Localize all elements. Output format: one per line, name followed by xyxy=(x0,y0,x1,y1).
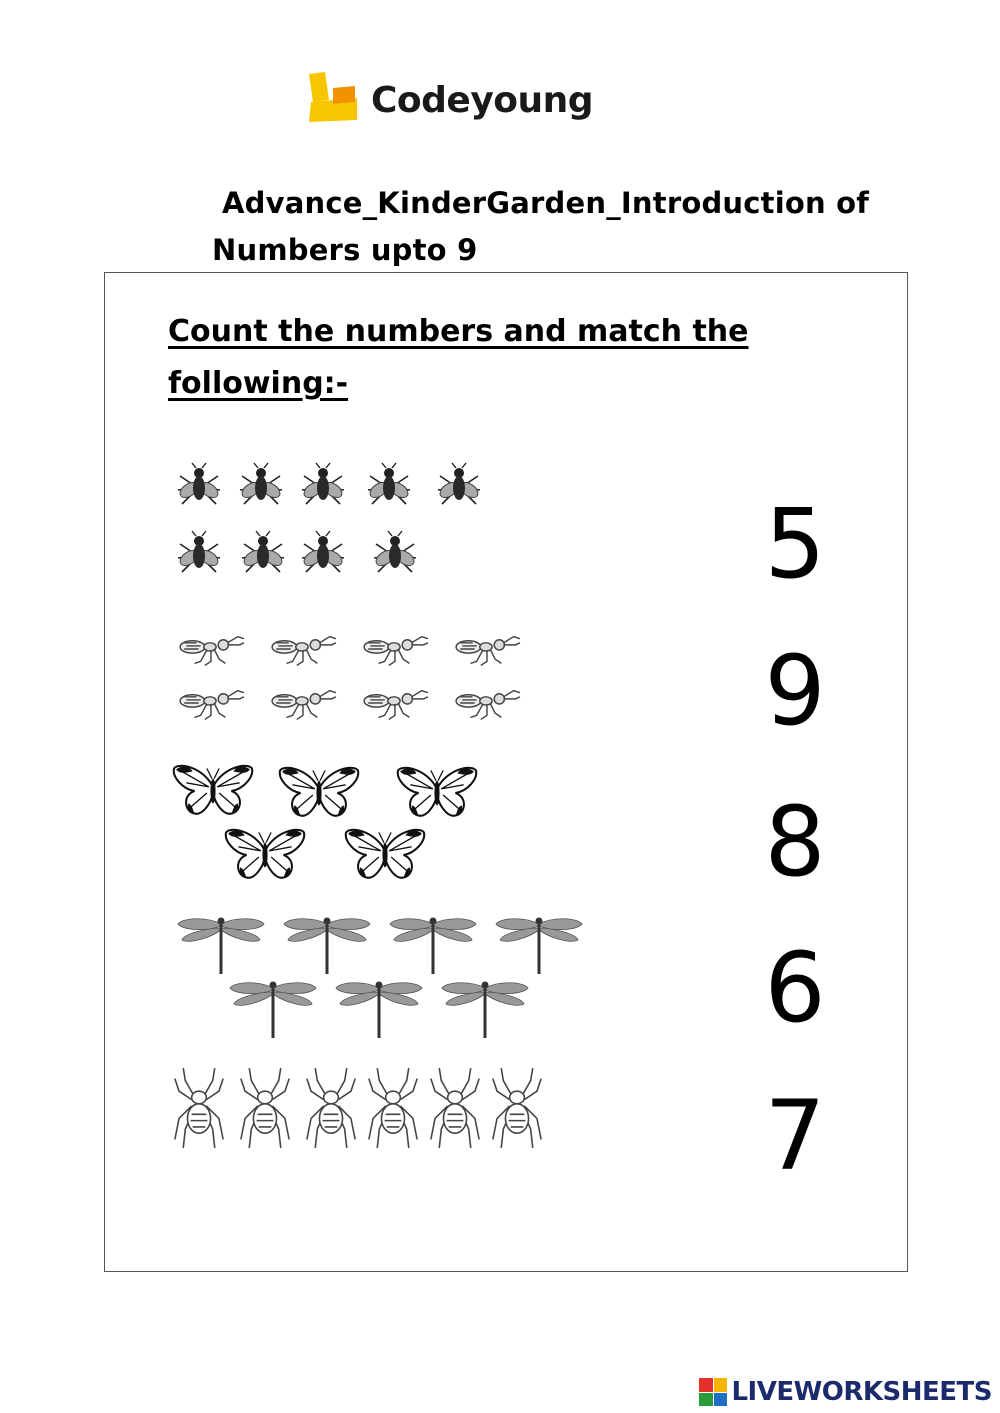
spider-icon xyxy=(490,1066,544,1150)
fly-icon xyxy=(174,460,224,510)
number-option[interactable]: 6 xyxy=(764,932,826,1044)
dragonfly-icon xyxy=(174,914,268,974)
codeyoung-logo xyxy=(305,72,645,132)
butterfly-icon xyxy=(396,764,478,822)
dragonfly-icon xyxy=(492,914,586,974)
ant-icon xyxy=(268,684,340,722)
spider-icon xyxy=(304,1066,358,1150)
ant-icon xyxy=(452,630,524,668)
fly-icon xyxy=(174,528,224,578)
worksheet-title-line-1: Advance_KinderGarden_Introduction of xyxy=(222,186,870,220)
fly-icon xyxy=(298,460,348,510)
number-option[interactable]: 9 xyxy=(764,635,826,747)
worksheet-title-line-2: Numbers upto 9 xyxy=(212,233,478,267)
instruction-line-2: following:- xyxy=(168,366,349,401)
butterfly-icon xyxy=(344,826,426,884)
liveworksheets-logo-icon xyxy=(699,1378,727,1406)
spider-icon xyxy=(172,1066,226,1150)
number-option[interactable]: 8 xyxy=(764,786,826,898)
number-option[interactable]: 5 xyxy=(764,488,826,600)
fly-icon xyxy=(238,528,288,578)
butterfly-icon xyxy=(278,764,360,822)
spider-icon xyxy=(428,1066,482,1150)
dragonfly-icon xyxy=(332,978,426,1038)
ant-icon xyxy=(452,684,524,722)
ant-icon xyxy=(360,630,432,668)
butterfly-icon xyxy=(172,762,254,820)
fly-icon xyxy=(434,460,484,510)
brand-text: LIVEWORKSHEETS xyxy=(731,1377,992,1407)
spider-icon xyxy=(366,1066,420,1150)
liveworksheets-brand xyxy=(699,1376,992,1408)
fly-icon xyxy=(364,460,414,510)
dragonfly-icon xyxy=(280,914,374,974)
fly-icon xyxy=(370,528,420,578)
dragonfly-icon xyxy=(226,978,320,1038)
ant-icon xyxy=(176,630,248,668)
ant-icon xyxy=(268,630,340,668)
number-option[interactable]: 7 xyxy=(764,1080,826,1192)
ant-icon xyxy=(360,684,432,722)
spider-icon xyxy=(238,1066,292,1150)
codeyoung-logo-icon xyxy=(305,72,361,124)
fly-icon xyxy=(298,528,348,578)
instruction-line-1: Count the numbers and match the xyxy=(168,314,749,349)
butterfly-icon xyxy=(224,826,306,884)
logo-text: Codeyoung xyxy=(371,80,594,121)
fly-icon xyxy=(236,460,286,510)
dragonfly-icon xyxy=(386,914,480,974)
ant-icon xyxy=(176,684,248,722)
dragonfly-icon xyxy=(438,978,532,1038)
